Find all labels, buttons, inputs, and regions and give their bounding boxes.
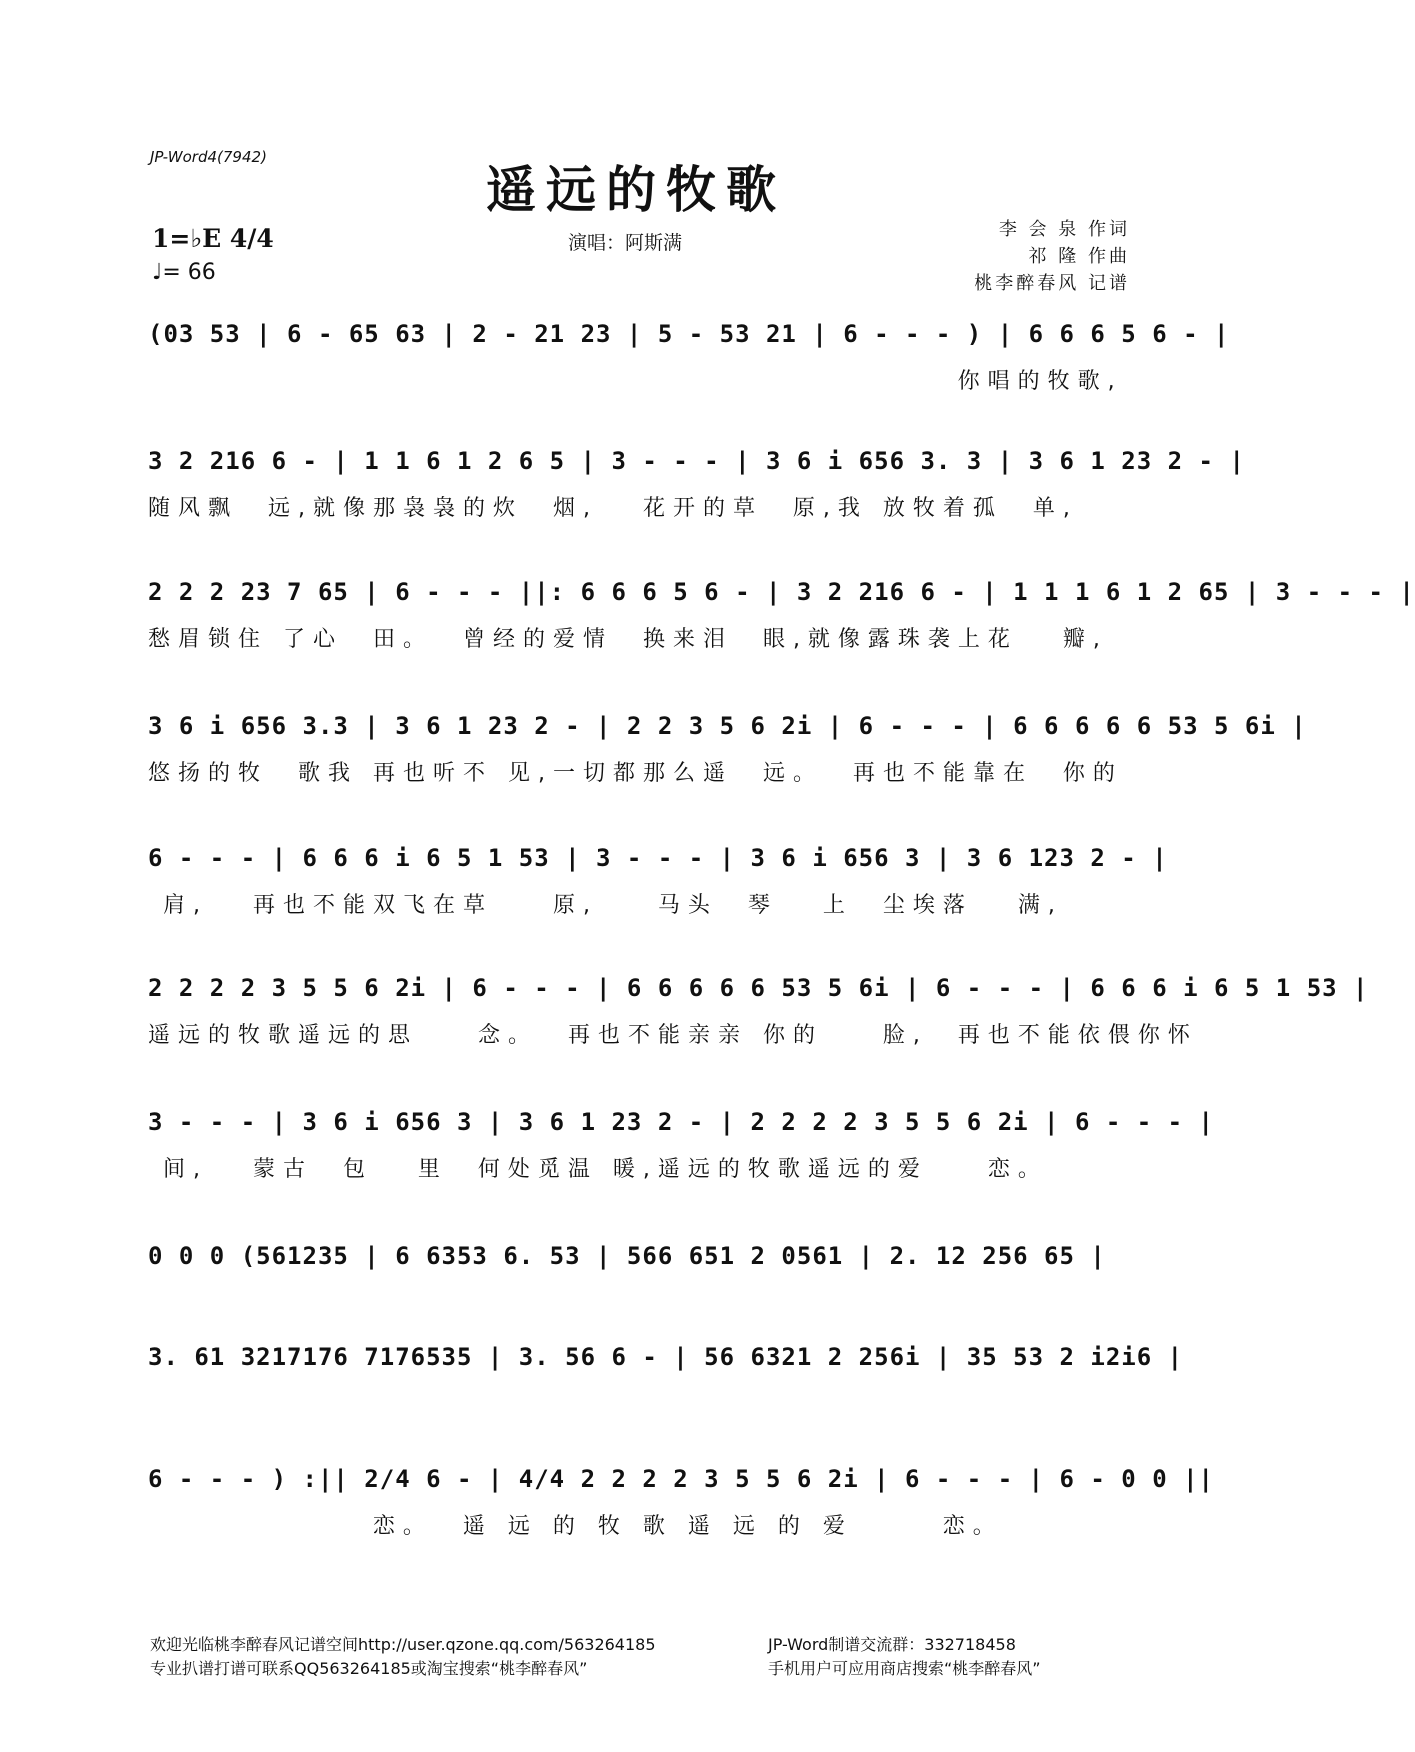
lyrics-line: 悠扬的牧 歌我 再也听不 见,一切都那么遥 远。 再也不能靠在 你的 (148, 761, 1123, 786)
singer-credit: 演唱：阿斯满 (568, 232, 683, 254)
score-row-3 (148, 578, 1415, 653)
notes-line: 3 2 216 6 - | 1 1 6 1 2 6 5 | 3 - - - | 3 6 i 656 3. 3 | 3 6 1 23 2 - | (148, 447, 1245, 475)
footer-line-2-left: 专业扒谱打谱可联系QQ563264185或淘宝搜索“桃李醉春风” (150, 1659, 588, 1678)
footer-line-2-right: 手机用户可应用商店搜索“桃李醉春风” (768, 1659, 1041, 1678)
lyricist-credit: 李 会 泉 作词 (998, 219, 1130, 240)
lyrics-line: 肩, 再也不能双飞在草 原, 马头 琴 上 尘埃落 满, (148, 893, 1063, 918)
notes-line: 0 0 0 (561235 | 6 6353 6. 53 | 566 651 2 0561 | 2. 12 256 65 | (148, 1242, 1106, 1270)
score-row-9 (148, 1343, 1184, 1371)
transcriber-credit: 桃李醉春风 记谱 (974, 273, 1130, 294)
score-row-8 (148, 1242, 1130, 1270)
software-label: JP-Word4(7942) (150, 148, 267, 166)
score-row-1 (148, 320, 1230, 395)
lyrics-line: 恋。 遥 远 的 牧 歌 遥 远 的 爱 恋。 (148, 1514, 1003, 1539)
lyrics-line: 随风飘 远,就像那袅袅的炊 烟, 花开的草 原,我 放牧着孤 单, (148, 496, 1078, 521)
key-signature: 1=♭E 4/4 (152, 224, 274, 253)
footer-line-1-right: JP-Word制谱交流群：332718458 (768, 1635, 1016, 1654)
notes-line: (03 53 | 6 - 65 63 | 2 - 21 23 | 5 - 53 21 | 6 - - - ) | 6 6 6 5 6 - | (148, 320, 1230, 348)
notes-line: 3. 61 3217176 7176535 | 3. 56 6 - | 56 6321 2 256i | 35 53 2 i2i6 | (148, 1343, 1184, 1371)
score-row-5 (148, 844, 1168, 919)
score-row-10 (148, 1465, 1214, 1540)
score-row-4 (148, 712, 1307, 787)
tempo-marking: ♩= 66 (152, 260, 216, 285)
notes-line: 2 2 2 2 3 5 5 6 2i | 6 - - - | 6 6 6 6 6 53 5 6i | 6 - - - | 6 6 6 i 6 5 1 53 | (148, 974, 1369, 1002)
notes-line: 3 6 i 656 3.3 | 3 6 1 23 2 - | 2 2 3 5 6 2i | 6 - - - | 6 6 6 6 6 53 5 6i | (148, 712, 1307, 740)
score-row-2 (148, 447, 1245, 522)
lyrics-line: 遥远的牧歌遥远的思 念。 再也不能亲亲 你的 脸, 再也不能依偎你怀 (148, 1023, 1198, 1048)
page-title: 遥远的牧歌 (486, 160, 786, 219)
notes-line: 2 2 2 23 7 65 | 6 - - - ||: 6 6 6 5 6 - | 3 2 216 6 - | 1 1 1 6 1 2 65 | 3 - - - | (148, 578, 1415, 606)
notes-line: 6 - - - | 6 6 6 i 6 5 1 53 | 3 - - - | 3 6 i 656 3 | 3 6 123 2 - | (148, 844, 1168, 872)
lyrics-line: 间, 蒙古 包 里 何处觅温 暖,遥远的牧歌遥远的爱 恋。 (148, 1157, 1048, 1182)
lyrics-line: 你唱的牧歌, (148, 369, 1123, 394)
footer-line-1-left: 欢迎光临桃李醉春风记谱空间http://user.qzone.qq.com/563264185 (150, 1635, 656, 1654)
composer-credit: 祁 隆 作曲 (1028, 246, 1130, 267)
score-row-7 (148, 1108, 1214, 1183)
lyrics-line: 愁眉锁住 了心 田。 曾经的爱情 换来泪 眼,就像露珠袭上花 瓣, (148, 627, 1108, 652)
credits-block (974, 216, 1130, 297)
score-row-6 (148, 974, 1369, 1049)
notes-line: 6 - - - ) :|| 2/4 6 - | 4/4 2 2 2 2 3 5 5 6 2i | 6 - - - | 6 - 0 0 || (148, 1465, 1214, 1493)
notes-line: 3 - - - | 3 6 i 656 3 | 3 6 1 23 2 - | 2 2 2 2 3 5 5 6 2i | 6 - - - | (148, 1108, 1214, 1136)
